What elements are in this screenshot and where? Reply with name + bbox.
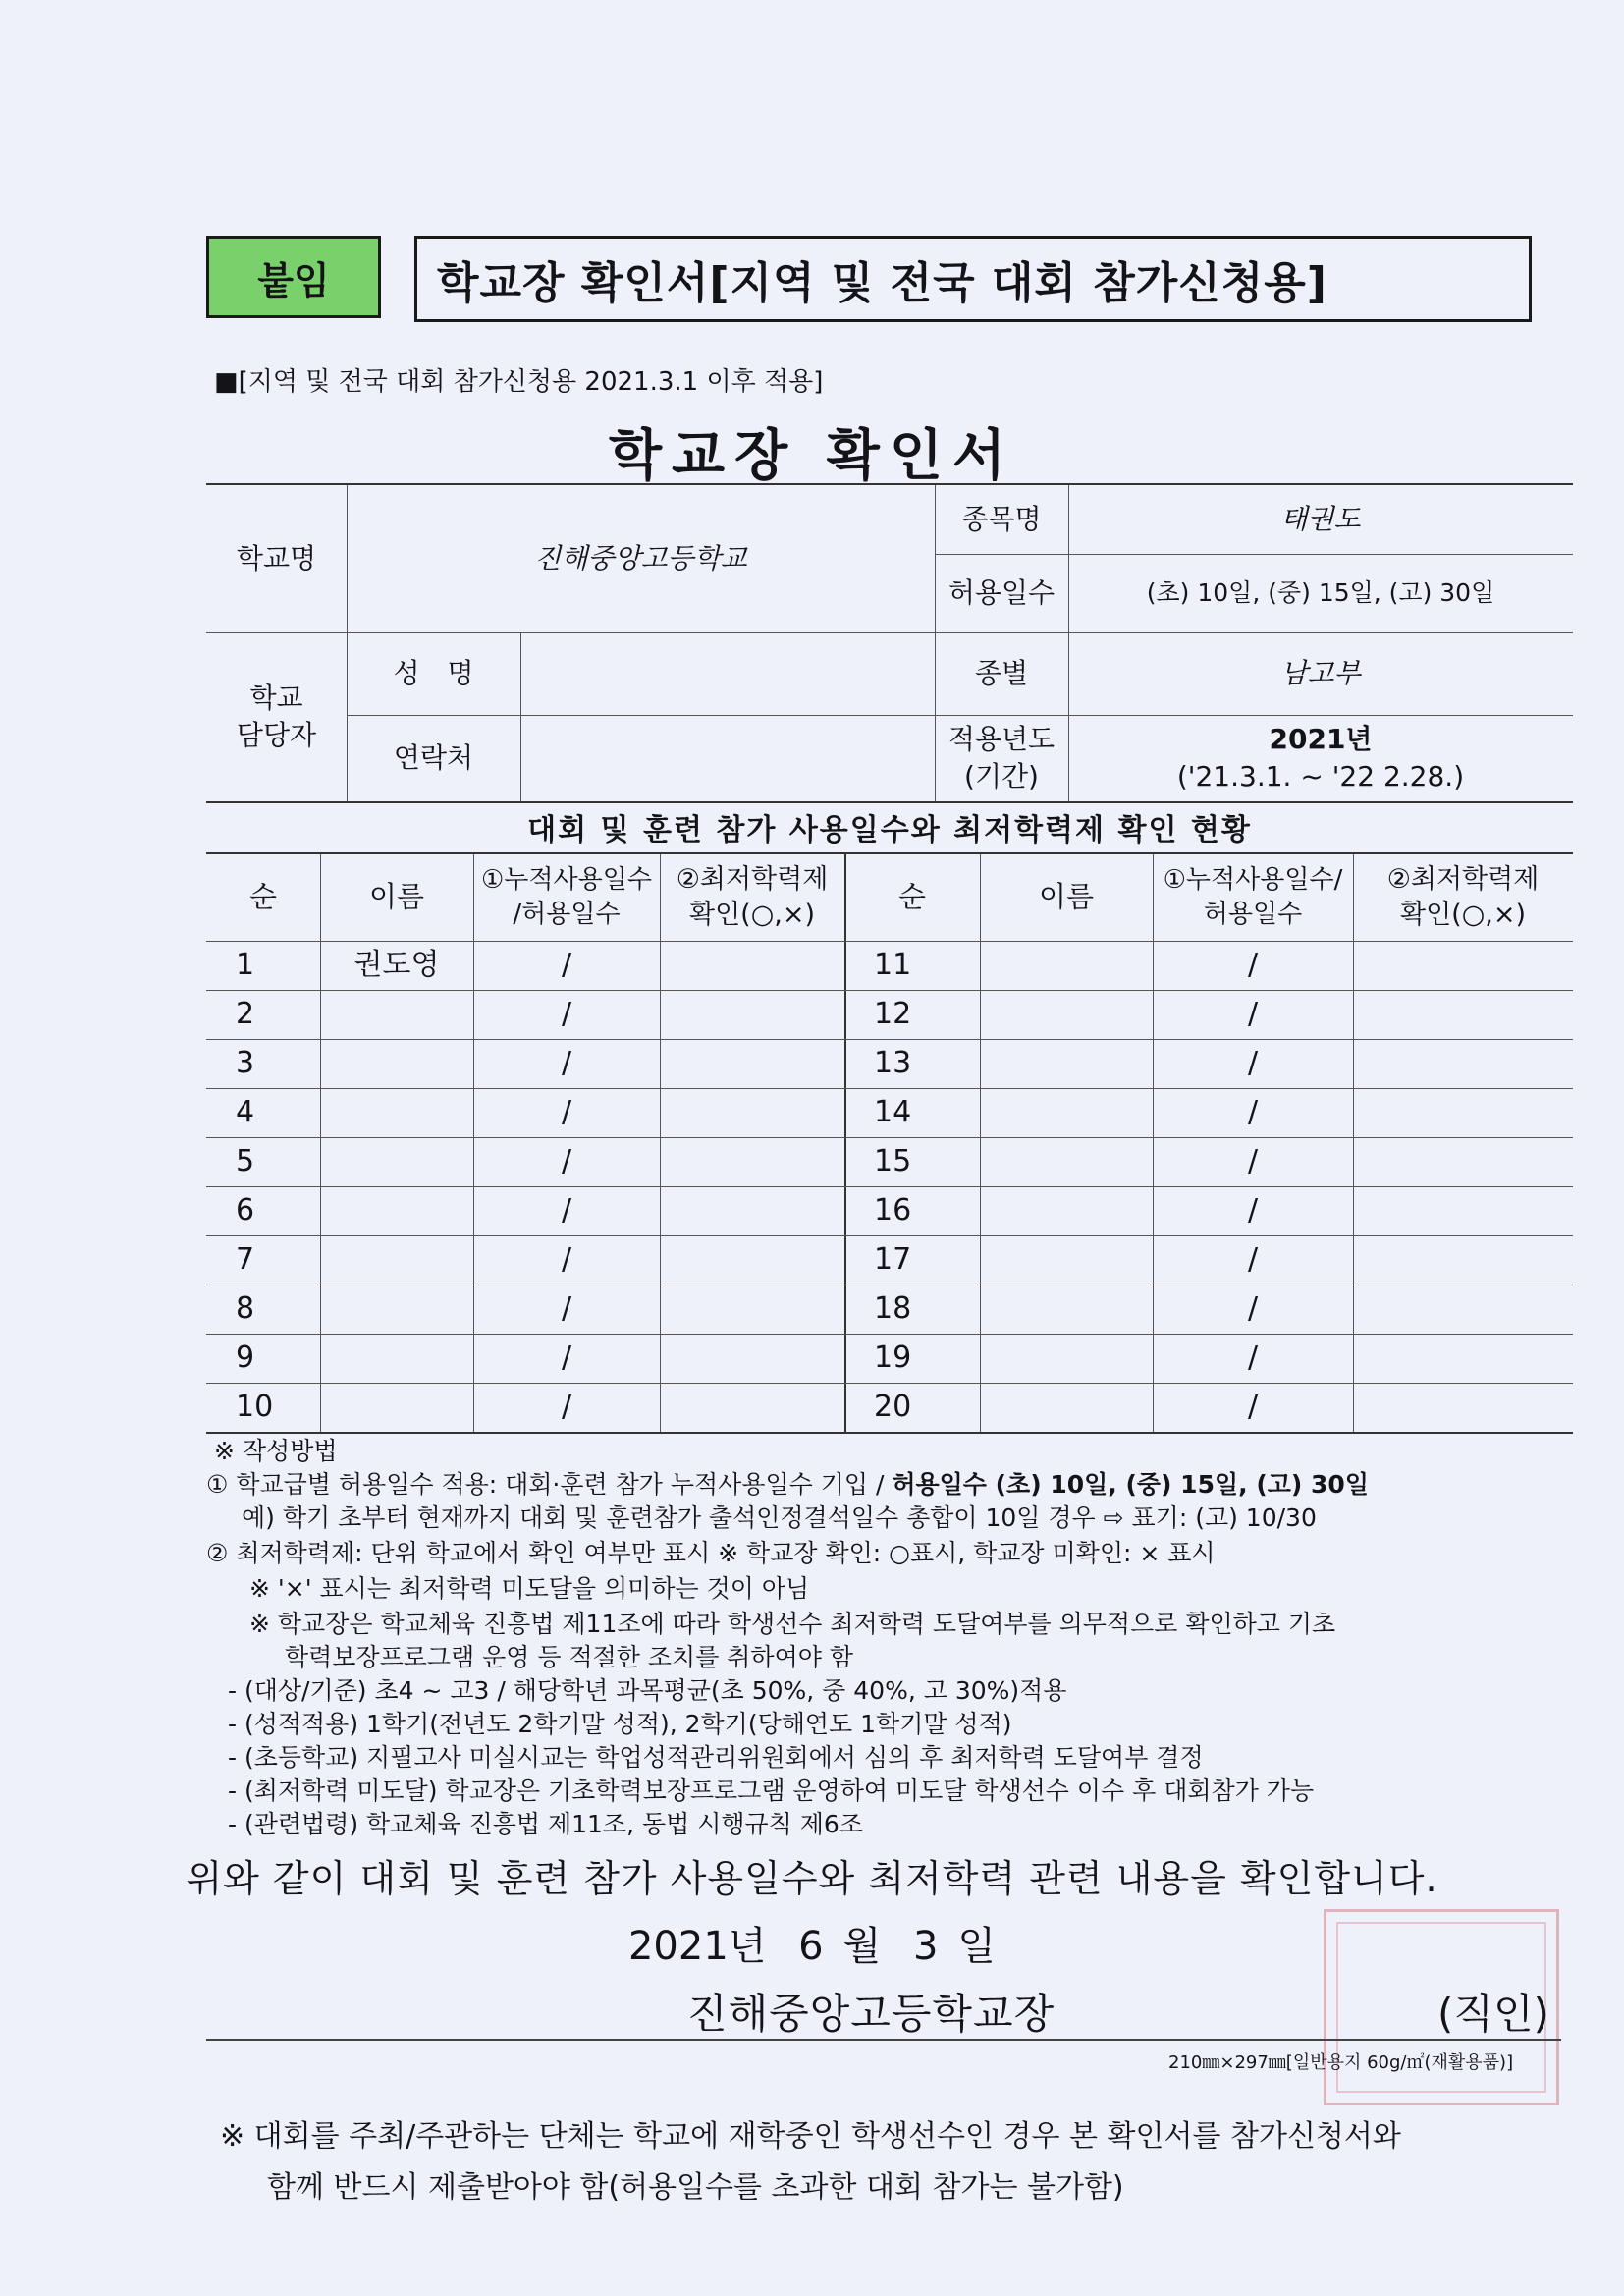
section-title: 대회 및 훈련 참가 사용일수와 최저학력제 확인 현황 bbox=[527, 813, 1252, 847]
row-academic-check[interactable] bbox=[660, 1186, 844, 1235]
sport-label: 종목명 bbox=[961, 503, 1042, 536]
col-days-left-line1: ①누적사용일수 bbox=[480, 864, 652, 895]
scope-note: ■[지역 및 전국 대회 참가신청용 2021.3.1 이후 적용] bbox=[214, 367, 824, 397]
row-days: / bbox=[1247, 1389, 1259, 1424]
row-name[interactable]: 권도영 bbox=[353, 947, 440, 982]
period-label bbox=[935, 715, 1068, 801]
row-days: / bbox=[561, 1192, 572, 1228]
staff-label-line1: 학교 bbox=[249, 682, 303, 715]
col-days-right bbox=[1153, 854, 1353, 941]
row-academic-check[interactable] bbox=[1353, 1137, 1573, 1186]
row-days: / bbox=[561, 996, 572, 1031]
col-no-right: 순 bbox=[897, 880, 926, 914]
note-4: ※ 학교장은 학교체육 진흥법 제11조에 따라 학생선수 최저학력 도달여부를 의무적으로 확인하고 기초 bbox=[249, 1610, 1336, 1638]
row-no: 12 bbox=[874, 996, 912, 1031]
year-value: 2021년 bbox=[1269, 723, 1373, 756]
row-no: 19 bbox=[874, 1339, 912, 1375]
row-academic-check[interactable] bbox=[1353, 1039, 1573, 1088]
date-day-unit: 일 bbox=[957, 1924, 997, 1969]
row-days: / bbox=[561, 1290, 572, 1326]
date-month: 6 bbox=[798, 1924, 824, 1969]
allowed-days-label: 허용일수 bbox=[947, 576, 1056, 610]
row-academic-check[interactable] bbox=[1353, 1186, 1573, 1235]
period-range: ('21.3.1. ~ '22 2.28.) bbox=[1176, 760, 1465, 793]
row-no: 20 bbox=[874, 1389, 912, 1424]
detail-1: - (대상/기준) 초4 ~ 고3 / 해당학년 과목평균(초 50%, 중 40%, 고 30%)적용 bbox=[228, 1676, 1067, 1705]
row-no: 10 bbox=[236, 1389, 274, 1424]
row-name[interactable] bbox=[320, 990, 473, 1039]
col-days-right-line2: 허용일수 bbox=[1203, 900, 1303, 929]
document-title: 학교장 확인서 bbox=[608, 424, 1016, 488]
col-academic-left bbox=[660, 854, 844, 941]
submission-warning bbox=[220, 2111, 1401, 2214]
row-days: / bbox=[1247, 1045, 1259, 1080]
row-no: 9 bbox=[236, 1339, 255, 1375]
row-no: 7 bbox=[236, 1241, 255, 1277]
warning-line-2: 함께 반드시 제출받아야 함(허용일수를 초과한 대회 참가는 불가함) bbox=[267, 2170, 1124, 2205]
row-days: / bbox=[561, 1389, 572, 1424]
sport-value: 태권도 bbox=[1280, 503, 1361, 536]
row-academic-check[interactable] bbox=[660, 941, 844, 990]
row-no: 13 bbox=[874, 1045, 912, 1080]
staff-label bbox=[206, 632, 347, 801]
name-value[interactable] bbox=[520, 632, 935, 715]
row-days: / bbox=[1247, 1094, 1259, 1129]
row-name[interactable] bbox=[320, 1285, 473, 1334]
header-title: 학교장 확인서[지역 및 전국 대회 참가신청용] bbox=[414, 236, 1532, 322]
row-days: / bbox=[561, 1241, 572, 1277]
warning-line-1: ※ 대회를 주최/주관하는 단체는 학교에 재학중인 학생선수인 경우 본 확인서를 참가신청서와 bbox=[220, 2119, 1401, 2154]
row-no: 2 bbox=[236, 996, 255, 1031]
footer-divider bbox=[206, 2039, 1561, 2041]
row-name[interactable] bbox=[980, 1235, 1153, 1285]
row-name[interactable] bbox=[980, 1039, 1153, 1088]
note-2: ② 최저학력제: 단위 학교에서 확인 여부만 표시 ※ 학교장 확인: ○표시, 학교장 미확인: × 표시 bbox=[206, 1539, 1216, 1567]
school-value: 진해중앙고등학교 bbox=[534, 542, 747, 575]
row-academic-check[interactable] bbox=[660, 1235, 844, 1285]
period-label-line1: 적용년도 bbox=[947, 723, 1056, 756]
row-academic-check[interactable] bbox=[1353, 1285, 1573, 1334]
row-academic-check[interactable] bbox=[660, 1137, 844, 1186]
row-academic-check[interactable] bbox=[1353, 1235, 1573, 1285]
row-days: / bbox=[561, 1045, 572, 1080]
staff-label-line2: 담당자 bbox=[236, 719, 317, 751]
row-academic-check[interactable] bbox=[660, 1088, 844, 1137]
row-no: 18 bbox=[874, 1290, 912, 1326]
note-1-text: ① 학교급별 허용일수 적용: 대회·훈련 참가 누적사용일수 기입 / bbox=[206, 1470, 893, 1499]
row-days: / bbox=[561, 1339, 572, 1375]
contact-label: 연락처 bbox=[393, 741, 474, 775]
row-academic-check[interactable] bbox=[660, 990, 844, 1039]
row-days: / bbox=[1247, 1192, 1259, 1228]
row-no: 5 bbox=[236, 1143, 255, 1178]
row-name[interactable] bbox=[980, 941, 1153, 990]
division-label: 종별 bbox=[974, 657, 1029, 690]
row-name[interactable] bbox=[320, 1039, 473, 1088]
principal-name: 진해중앙고등학교장 bbox=[687, 1990, 1056, 2038]
row-academic-check[interactable] bbox=[1353, 1088, 1573, 1137]
col-name-left: 이름 bbox=[368, 880, 425, 914]
row-academic-check[interactable] bbox=[1353, 1383, 1573, 1432]
notes-heading: ※ 작성방법 bbox=[214, 1437, 338, 1465]
contact-value[interactable] bbox=[520, 715, 935, 801]
row-name[interactable] bbox=[320, 1088, 473, 1137]
row-no: 15 bbox=[874, 1143, 912, 1178]
note-3: ※ '×' 표시는 최저학력 미도달을 의미하는 것이 아님 bbox=[249, 1574, 810, 1603]
row-academic-check[interactable] bbox=[660, 1285, 844, 1334]
note-1-example: 예) 학기 초부터 현재까지 대회 및 훈련참가 출석인정결석일수 총합이 10일 경우 ⇨ 표기: (고) 10/30 bbox=[242, 1503, 1317, 1532]
note-1 bbox=[206, 1465, 1369, 1501]
row-name[interactable] bbox=[980, 1137, 1153, 1186]
row-days: / bbox=[1247, 1339, 1259, 1375]
row-days: / bbox=[1247, 1241, 1259, 1277]
row-no: 11 bbox=[874, 947, 912, 982]
row-name[interactable] bbox=[980, 1088, 1153, 1137]
row-no: 17 bbox=[874, 1241, 912, 1277]
row-name[interactable] bbox=[320, 1186, 473, 1235]
col-days-left bbox=[473, 854, 660, 941]
col-academic-right bbox=[1353, 854, 1573, 941]
row-days: / bbox=[561, 947, 572, 982]
col-days-left-line2: /허용일수 bbox=[513, 900, 621, 929]
name-label: 성 명 bbox=[393, 657, 474, 690]
row-academic-check[interactable] bbox=[1353, 1334, 1573, 1383]
attachment-badge: 붙임 bbox=[206, 236, 381, 318]
col-no-left: 순 bbox=[248, 880, 277, 914]
row-name[interactable] bbox=[320, 1334, 473, 1383]
paper-spec: 210㎜×297㎜[일반용지 60g/㎡(재활용품)] bbox=[1168, 2052, 1514, 2073]
col-academic-right-line2: 확인(○,×) bbox=[1400, 900, 1526, 930]
row-no: 14 bbox=[874, 1094, 912, 1129]
note-4-cont: 학력보장프로그램 운영 등 적절한 조치를 취하여야 함 bbox=[285, 1643, 853, 1671]
row-name[interactable] bbox=[980, 1334, 1153, 1383]
row-days: / bbox=[561, 1094, 572, 1129]
detail-3: - (초등학교) 지필고사 미실시교는 학업성적관리위원회에서 심의 후 최저학력 도달여부 결정 bbox=[228, 1743, 1204, 1772]
period-value bbox=[1068, 715, 1573, 801]
date-year: 2021년 bbox=[627, 1924, 767, 1969]
row-no: 1 bbox=[236, 947, 255, 982]
col-days-right-line1: ①누적사용일수/ bbox=[1163, 864, 1343, 895]
row-name[interactable] bbox=[320, 1137, 473, 1186]
participation-table bbox=[206, 852, 1573, 1434]
col-name-right: 이름 bbox=[1038, 880, 1095, 914]
detail-2: - (성적적용) 1학기(전년도 2학기말 성적), 2학기(당해연도 1학기말 성적) bbox=[228, 1710, 1012, 1738]
row-name[interactable] bbox=[980, 1285, 1153, 1334]
row-name[interactable] bbox=[980, 1186, 1153, 1235]
col-academic-right-line1: ②최저학력제 bbox=[1386, 863, 1540, 895]
allowed-days-value: (초) 10일, (중) 15일, (고) 30일 bbox=[1146, 578, 1495, 608]
row-name[interactable] bbox=[980, 1383, 1153, 1432]
col-academic-left-line2: 확인(○,×) bbox=[689, 900, 815, 930]
row-no: 3 bbox=[236, 1045, 255, 1080]
detail-5: - (관련법령) 학교체육 진흥법 제11조, 동법 시행규칙 제6조 bbox=[228, 1810, 863, 1838]
row-days: / bbox=[1247, 1143, 1259, 1178]
row-academic-check[interactable] bbox=[660, 1383, 844, 1432]
row-no: 6 bbox=[236, 1192, 255, 1228]
date-day: 3 bbox=[912, 1924, 939, 1969]
detail-4: - (최저학력 미도달) 학교장은 기초학력보장프로그램 운영하여 미도달 학생선수 이수 후 대회참가 가능 bbox=[228, 1777, 1315, 1805]
period-label-line2: (기간) bbox=[964, 760, 1039, 793]
division-value: 남고부 bbox=[1280, 657, 1361, 690]
seal-label: (직인) bbox=[1437, 1990, 1549, 2038]
row-academic-check[interactable] bbox=[660, 1039, 844, 1088]
school-label: 학교명 bbox=[236, 542, 317, 575]
col-academic-left-line1: ②최저학력제 bbox=[676, 863, 829, 895]
row-academic-check[interactable] bbox=[1353, 990, 1573, 1039]
confirmation-text: 위와 같이 대회 및 훈련 참가 사용일수와 최저학력 관련 내용을 확인합니다. bbox=[186, 1857, 1438, 1900]
row-name[interactable] bbox=[320, 1383, 473, 1432]
info-table bbox=[206, 483, 1573, 803]
row-no: 4 bbox=[236, 1094, 255, 1129]
row-name[interactable] bbox=[980, 990, 1153, 1039]
row-academic-check[interactable] bbox=[660, 1334, 844, 1383]
row-name[interactable] bbox=[320, 1235, 473, 1285]
header bbox=[206, 236, 1532, 324]
row-days: / bbox=[1247, 1290, 1259, 1326]
row-days: / bbox=[1247, 947, 1259, 982]
row-academic-check[interactable] bbox=[1353, 941, 1573, 990]
date-month-unit: 월 bbox=[842, 1924, 882, 1969]
row-days: / bbox=[561, 1143, 572, 1178]
row-days: / bbox=[1247, 996, 1259, 1031]
note-1-bold: 허용일수 (초) 10일, (중) 15일, (고) 30일 bbox=[892, 1470, 1369, 1499]
row-no: 16 bbox=[874, 1192, 912, 1228]
row-no: 8 bbox=[236, 1290, 255, 1326]
